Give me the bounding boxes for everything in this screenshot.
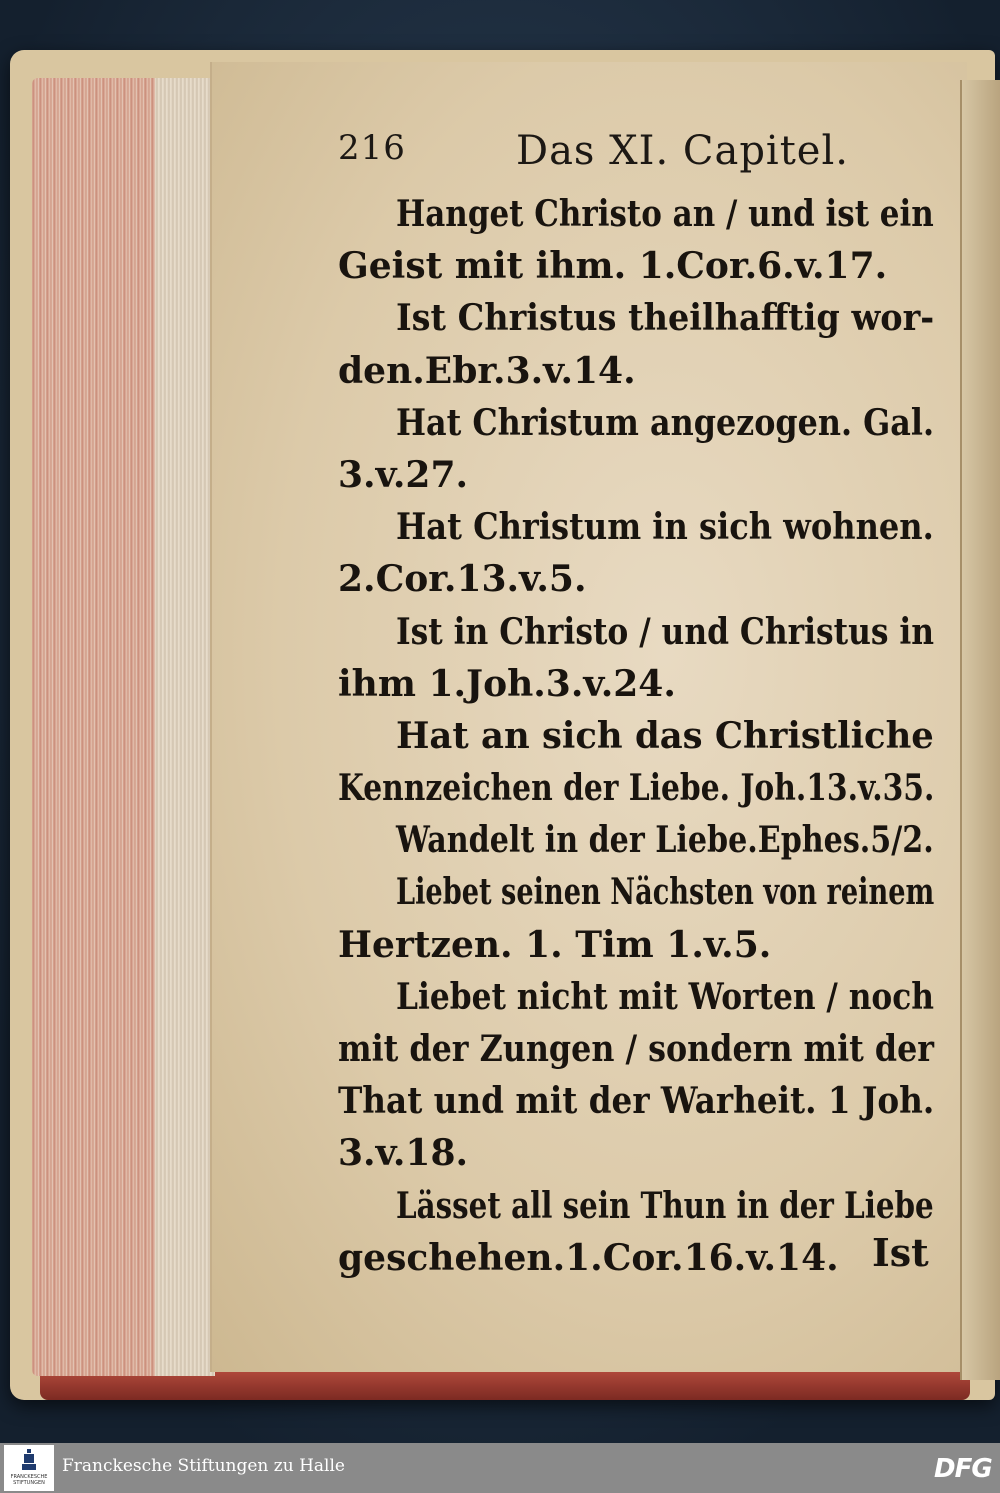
text-line: Ist Christus theilhafftig wor- xyxy=(396,297,935,340)
franckesche-stiftungen-logo[interactable] xyxy=(4,1445,54,1491)
text-line: Hertzen. 1. Tim 1.v.5. xyxy=(338,923,772,966)
text-line: Hat Christum in sich wohnen. xyxy=(396,506,934,549)
text-line: Ist in Christo / und Christus in xyxy=(396,610,935,653)
text-line: 2.Cor.13.v.5. xyxy=(338,558,587,601)
text-line: Kennzeichen der Liebe. Joh.13.v.35. xyxy=(338,767,935,810)
catchword: Ist xyxy=(872,1230,929,1275)
page-header xyxy=(330,128,890,178)
text-line: 3.v.27. xyxy=(338,453,469,496)
text-line: Hanget Christo an / und ist ein xyxy=(396,193,934,235)
text-line: geschehen.1.Cor.16.v.14. xyxy=(338,1236,839,1279)
text-line: mit der Zungen / sondern mit der xyxy=(338,1028,935,1070)
text-line: 3.v.18. xyxy=(338,1132,469,1175)
footer-bar xyxy=(0,1443,1000,1493)
logo-text: FRANCKESCHE STIFTUNGEN xyxy=(10,1474,48,1486)
stiftung-emblem-icon xyxy=(22,1449,36,1471)
text-line: Geist mit ihm. 1.Cor.6.v.17. xyxy=(338,245,888,288)
dfg-logo[interactable]: DFG xyxy=(934,1454,992,1484)
text-line: den.Ebr.3.v.14. xyxy=(338,349,636,392)
text-line: Liebet nicht mit Worten / noch xyxy=(396,975,935,1018)
text-line: Wandelt in der Liebe.Ephes.5/2. xyxy=(396,819,934,862)
page-number: 216 xyxy=(338,128,406,168)
text-line: Hat an sich das Christliche xyxy=(396,714,934,757)
page-text xyxy=(338,188,938,1284)
text-line: That und mit der Warheit. 1 Joh. xyxy=(338,1080,935,1123)
text-line: Hat Christum angezogen. Gal. xyxy=(396,401,935,444)
running-head: Das XI. Capitel. xyxy=(516,128,849,174)
page-block-fade xyxy=(155,78,215,1376)
text-line: ihm 1.Joh.3.v.24. xyxy=(338,662,676,705)
institution-link[interactable]: Franckesche Stiftungen zu Halle xyxy=(62,1456,345,1476)
text-line: Lässet all sein Thun in der Liebe xyxy=(396,1184,934,1227)
text-line: Liebet seinen Nächsten von reinem xyxy=(396,871,935,914)
